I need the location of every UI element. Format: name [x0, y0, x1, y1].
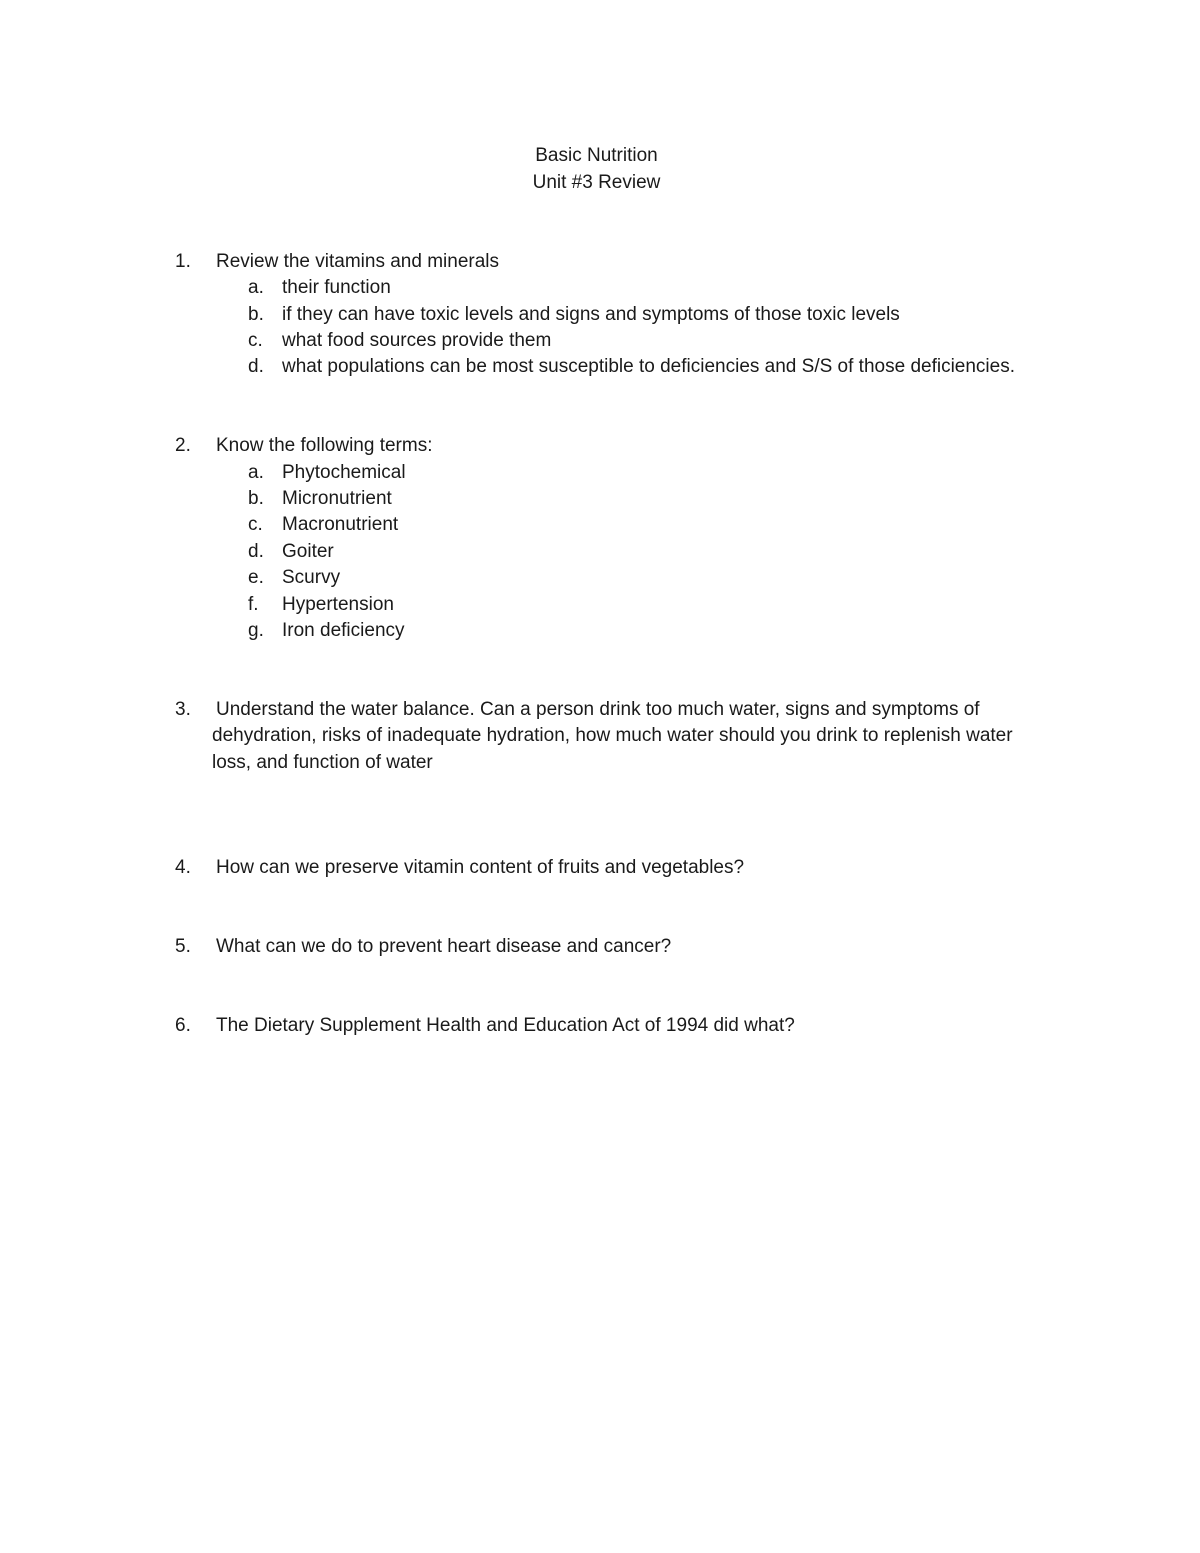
question-number: 3. [175, 699, 191, 720]
subitem-text: Iron deficiency [282, 620, 405, 641]
question-number: 1. [175, 251, 191, 272]
subitem-text: Hypertension [282, 594, 394, 615]
subitem-text: Macronutrient [282, 514, 399, 535]
document-title: Basic Nutrition [535, 145, 658, 166]
question-number: 5. [175, 936, 191, 957]
question-text-line: loss, and function of water [212, 752, 433, 773]
question-text: How can we preserve vitamin content of fruits and vegetables? [216, 857, 745, 878]
question-number: 2. [175, 435, 191, 456]
subitem-marker: g. [248, 620, 264, 641]
subitem-marker: f. [248, 594, 259, 615]
subitem-text: what populations can be most susceptible to deficiencies and S/S of those deficiencies. [282, 356, 1015, 377]
question-text: The Dietary Supplement Health and Education Act of 1994 did what? [216, 1015, 795, 1036]
subitem-marker: a. [248, 277, 264, 298]
subitem-text: if they can have toxic levels and signs and symptoms of those toxic levels [282, 304, 900, 325]
subitem-marker: d. [248, 541, 264, 562]
subitem-marker: c. [248, 514, 263, 535]
question-text: What can we do to prevent heart disease and cancer? [216, 936, 672, 957]
question-text: Know the following terms: [216, 435, 433, 456]
subitem-marker: c. [248, 330, 263, 351]
document-subtitle: Unit #3 Review [532, 172, 661, 193]
question-text-line: dehydration, risks of inadequate hydration, how much water should you drink to replenish water [212, 725, 1013, 746]
subitem-marker: a. [248, 462, 264, 483]
question-number: 6. [175, 1015, 191, 1036]
subitem-marker: b. [248, 304, 264, 325]
subitem-text: what food sources provide them [282, 330, 552, 351]
question-number: 4. [175, 857, 191, 878]
subitem-marker: e. [248, 567, 264, 588]
subitem-text: Phytochemical [282, 462, 406, 483]
subitem-text: Goiter [282, 541, 334, 562]
subitem-text: Scurvy [282, 567, 341, 588]
subitem-text: their function [282, 277, 391, 298]
question-text-line: Understand the water balance. Can a person drink too much water, signs and symptoms of [216, 699, 980, 720]
subitem-marker: d. [248, 356, 264, 377]
question-text: Review the vitamins and minerals [216, 251, 500, 272]
subitem-text: Micronutrient [282, 488, 392, 509]
subitem-marker: b. [248, 488, 264, 509]
